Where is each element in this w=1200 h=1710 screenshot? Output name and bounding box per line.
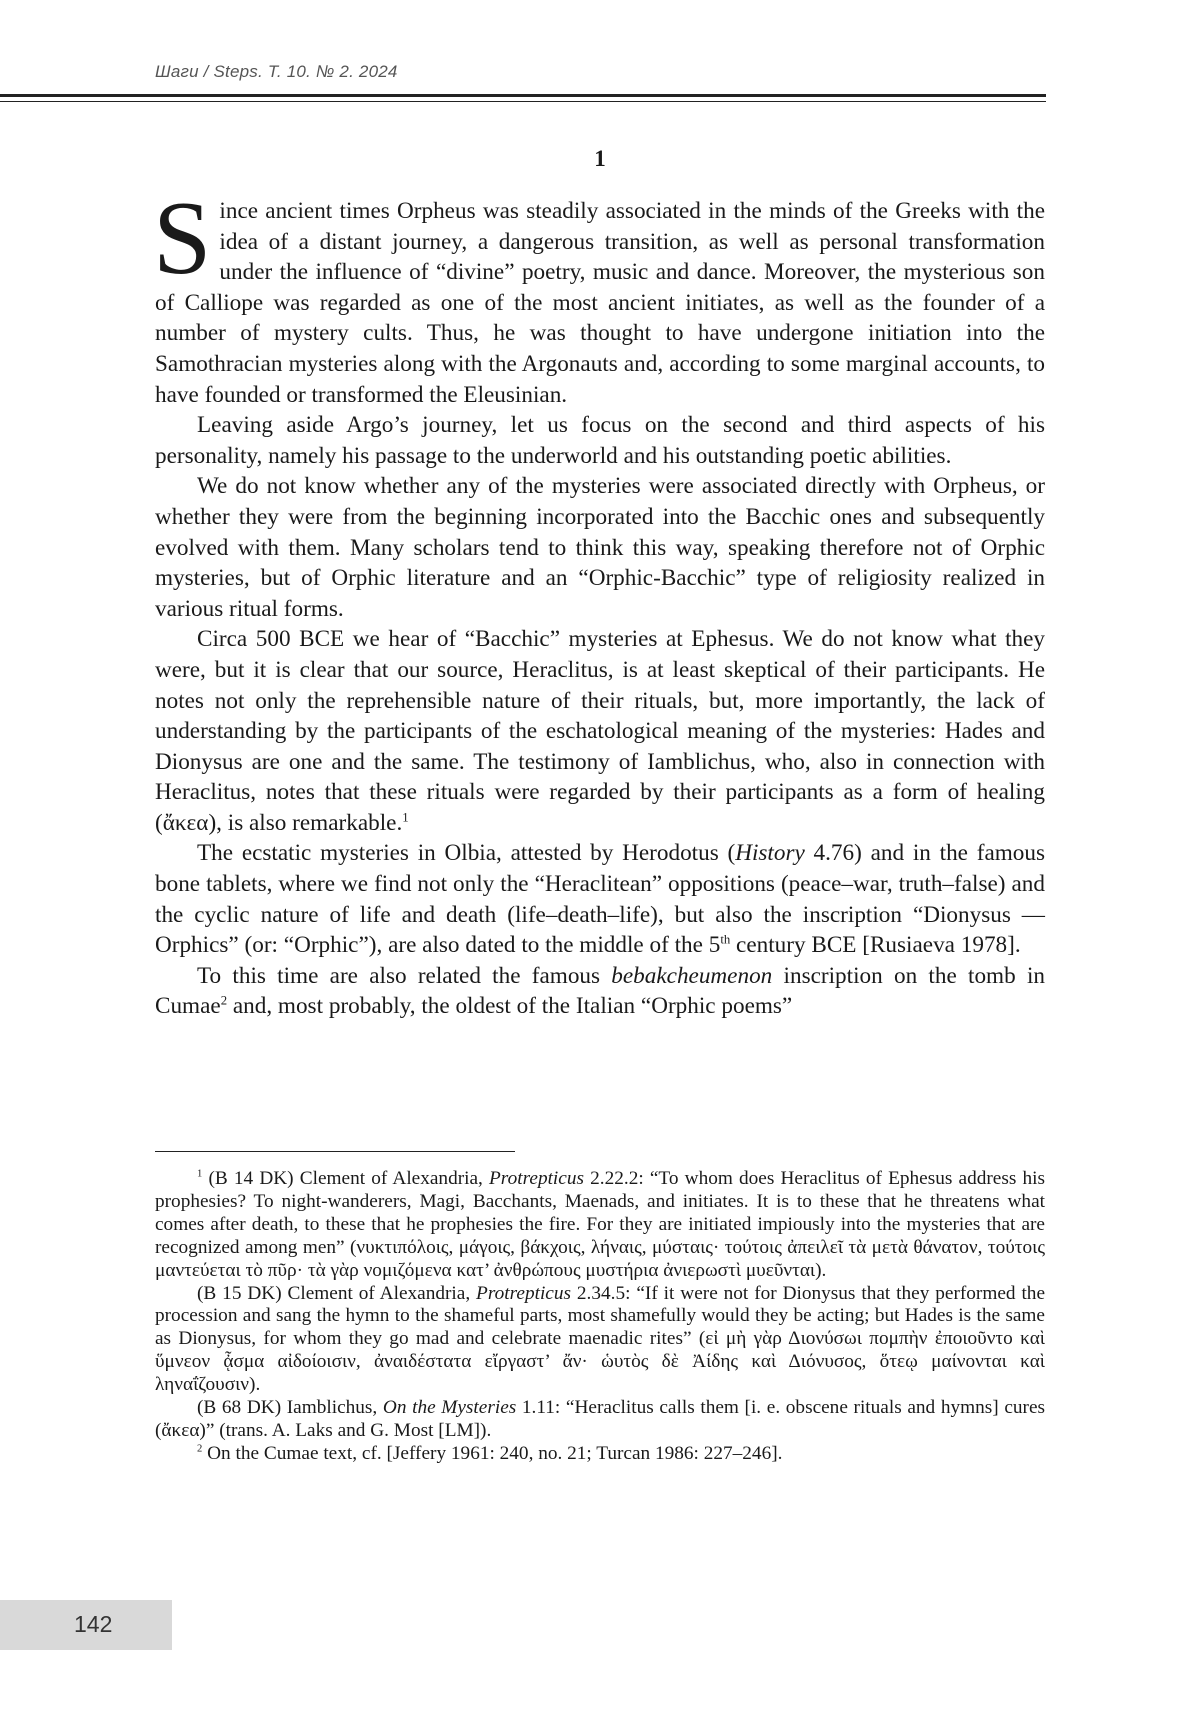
header-rule-thin [0, 101, 1046, 102]
footnote-1a-text-a: (B 14 DK) Clement of Alexandria, [202, 1168, 490, 1189]
paragraph-5-italic: History [735, 840, 805, 867]
running-head: Шаги / Steps. Т. 10. № 2. 2024 [155, 62, 398, 81]
section-number: 1 [594, 146, 606, 171]
header-rule-thick [0, 94, 1046, 97]
paragraph-5-text-b: 4.76) and in the famous bone tablets, where we find not only the “Heraclitean” oppositions (peace–war, truth–false) and the cyclic nature of life and death (life–death–life), but also the inscription “Dionysus — Orphics” (or: “Orphic”), are also dated to the middle of the 5 [155, 840, 1046, 959]
paragraph-4-text: Circa 500 BCE we hear of “Bacchic” mysteries at Ephesus. We do not know what they were, but it is clear that our source, Heraclitus, is at least skeptical of their participants. He notes not only the reprehensible nature of their rituals, but, more importantly, the lack of understanding by the participants of the eschatological meaning of the mysteries: Hades and Dionysus are one and the same. The testimony of Iamblichus, who, also in connection with Heraclitus, notes that these rituals were regarded by their participants as a form of healing (ἄκεα), is also remarkable. [155, 626, 1045, 836]
paragraph-2: Leaving aside Argo’s journey, let us focus on the second and third aspects of his personality, namely his passage to the underworld and his outstanding poetic abilities. [155, 412, 1045, 469]
paragraph-3: We do not know whether any of the mysteries were associated directly with Orpheus, or whether they were from the beginning incorporated into the Bacchic ones and subsequently evolved with them. Many scholars tend to think this way, speaking therefore not of Orphic mysteries, but of Orphic literature and an “Orphic-Bacchic” type of religiosity realized in various ritual forms. [155, 473, 1045, 622]
footnote-2-number: 2 [197, 1443, 203, 1455]
footnote-separator [155, 1151, 515, 1152]
footnote-1b [155, 1283, 1045, 1398]
footnote-1a-italic: Protrepticus [489, 1168, 584, 1189]
paragraph-6 [155, 961, 1045, 1022]
paragraph-1 [153, 179, 1045, 410]
paragraph-6-text-b: inscription on the tomb in Cumae [155, 962, 1045, 1020]
footnote-1a-text-b: 2.22.2: “To whom does Heraclitus of Ephesus address his prophesies? To night-wanderers, Magi, Bacchants, Maenads, and initiates. It is to these that he threatens what comes after death, to these that he prophesies the fire. For they are initiated impiously into the mysteries that are recognized among men” (νυκτιπόλοις, μάγοις, βάκχοις, λήναις, μύσταις· τούτοις ἀπειλεῖ τὰ μετὰ θάνατον, τούτοις μαντεύεται τὸ πῦρ· τὰ γὰρ νομιζόμενα κατ’ ἀνθρώπους μυστήρια ἀνιερωστὶ μυεῦνται). [155, 1168, 1046, 1281]
footnote-1b-italic: Protrepticus [476, 1282, 572, 1304]
footnote-ref-1[interactable]: 1 [402, 810, 409, 825]
footnote-1b-text-a: (B 15 DK) Clement of Alexandria, [197, 1282, 477, 1304]
footnote-1c [155, 1397, 1045, 1443]
paragraph-6-italic: bebakcheumenon [611, 962, 773, 989]
paragraph-6-text-c: and, most probably, the oldest of the Italian “Orphic poems” [227, 993, 793, 1020]
footnote-1c-text-a: (B 68 DK) Iamblichus, [197, 1397, 383, 1419]
page-number: 142 [74, 1611, 113, 1637]
main-text [153, 179, 1046, 1022]
footnote-2-text: On the Cumae text, cf. [Jeffery 1961: 240, no. 21; Turcan 1986: 227–246]. [202, 1442, 783, 1464]
paragraph-6-text-a: To this time are also related the famous [197, 962, 612, 989]
footnote-1c-italic: On the Mysteries [382, 1397, 517, 1419]
footnotes [155, 1168, 1045, 1466]
footnote-1b-text-b: 2.34.5: “If it were not for Dionysus that they performed the procession and sang the hymn to the shameful parts, most shamefully would they be acting; but Hades is the same as Dionysus, for whom they go mad and celebrate maenadic rites” (εἰ μὴ γὰρ Διονύσωι πομπὴν ἐποιοῦντο καὶ ὕμνεον ᾆσμα αἰδοίοισιν, ἀναιδέστατα εἴργαστ’ ἄν· ὡυτὸς δὲ Ἀίδης καὶ Διόνυσος, ὅτεῳ μαίνονται καὶ ληναΐζουσιν). [155, 1282, 1045, 1396]
footnote-ref-2[interactable]: 2 [220, 993, 228, 1008]
drop-cap: S [153, 179, 212, 296]
paragraph-4 [155, 624, 1045, 838]
footnote-2 [155, 1443, 1045, 1466]
paragraph-5-text-a: The ecstatic mysteries in Olbia, attested by Herodotus ( [197, 840, 736, 867]
footnote-1-number: 1 [197, 1168, 203, 1180]
paragraph-5 [155, 838, 1045, 960]
footnote-1c-text-b: 1.11: “Heraclitus calls them [i. e. obscene rituals and hymns] cures (ἄκεα)” (trans. A. Laks and G. Most [LM]). [155, 1397, 1046, 1441]
ordinal-superscript: th [720, 932, 731, 947]
footnote-1a [155, 1168, 1045, 1283]
paragraph-1-text: ince ancient times Orpheus was steadily associated in the minds of the Greeks with the idea of a distant journey, a dangerous transition, as well as personal transformation under the influence of “divine” poetry, music and dance. Moreover, the mysterious son of Calliope was regarded as one of the most ancient initiates, as well as the founder of a number of mystery cults. Thus, he was thought to have undergone initiation into the Samothracian mysteries along with the Argonauts and, according to some marginal accounts, to have founded or transformed the Eleusinian. [155, 198, 1045, 408]
paragraph-5-text-c: century BCE [Rusiaeva 1978]. [730, 932, 1021, 959]
